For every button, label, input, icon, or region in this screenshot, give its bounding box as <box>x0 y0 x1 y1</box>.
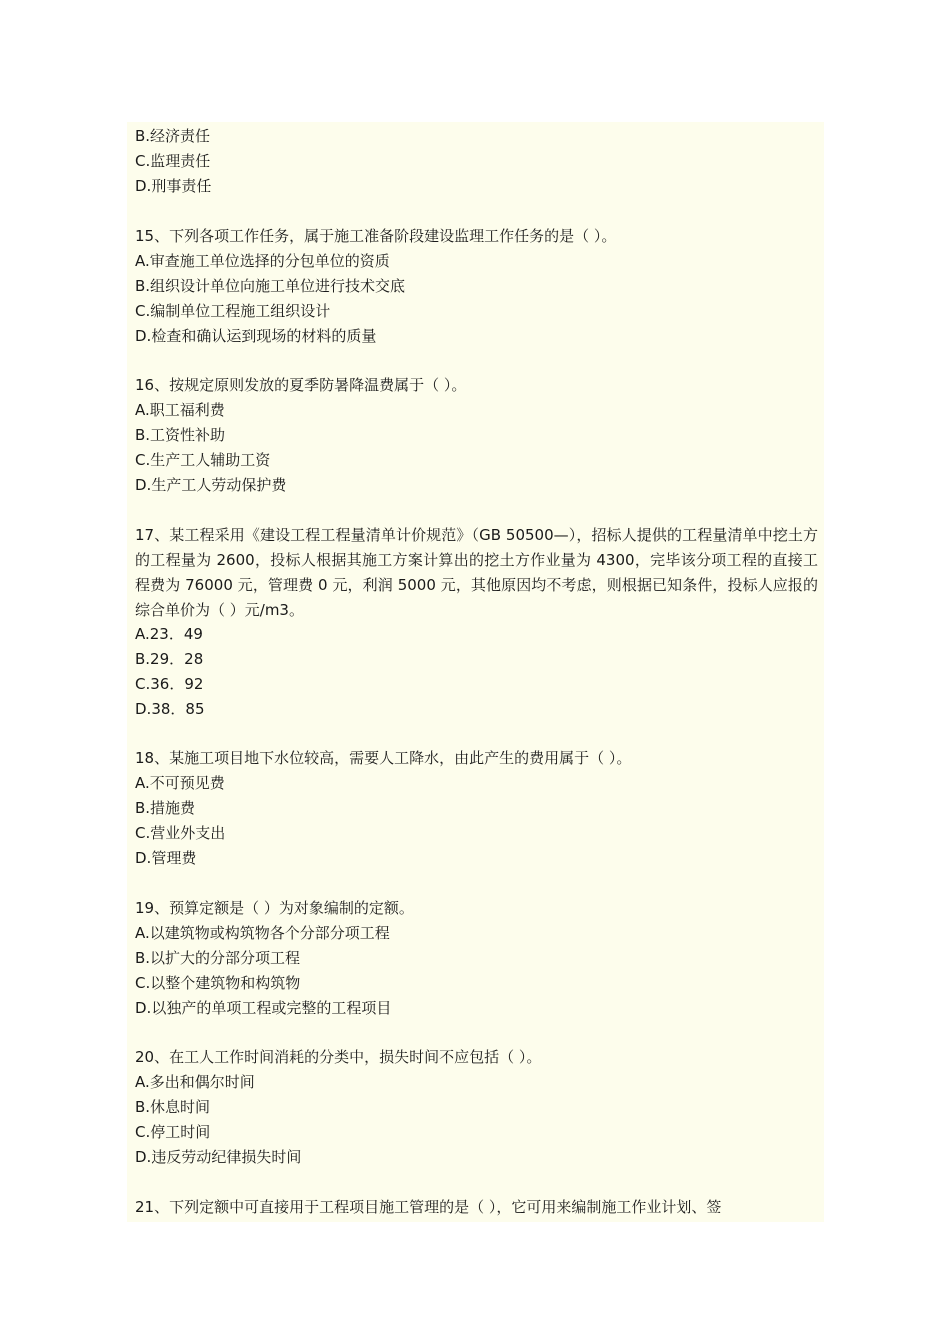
q14-option-d: D.刑事责任 <box>135 177 212 195</box>
q16-stem: 16、按规定原则发放的夏季防暑降温费属于（ ）。 <box>135 376 467 394</box>
document-page <box>127 122 824 1222</box>
q19-option-b: B.以扩大的分部分项工程 <box>135 949 301 967</box>
q14-option-c: C.监理责任 <box>135 152 211 170</box>
q17-option-b: B.29．28 <box>135 650 204 668</box>
q15-option-b: B.组织设计单位向施工单位进行技术交底 <box>135 277 406 295</box>
q17-option-c: C.36．92 <box>135 675 204 693</box>
q14-option-b: B.经济责任 <box>135 127 211 145</box>
q18-option-a: A.不可预见费 <box>135 774 225 792</box>
q17-stem: 17、某工程采用《建设工程工程量清单计价规范》（GB 50500—），招标人提供的工程量清单中挖土方的工程量为 2600，投标人根据其施工方案计算出的挖土方作业量为 4300，完毕该分项工程的直接工程费为 76000 元，管理费 0 元，利润 5000 元，其他原因均不考虑，则根据已知条件，投标人应报的综合单价为（ ）元/m3。 <box>135 526 818 619</box>
q15-option-d: D.检查和确认运到现场的材料的质量 <box>135 327 377 345</box>
q16-option-c: C.生产工人辅助工资 <box>135 451 271 469</box>
q19-option-a: A.以建筑物或构筑物各个分部分项工程 <box>135 924 390 942</box>
q15-option-c: C.编制单位工程施工组织设计 <box>135 302 331 320</box>
q15-stem: 15、下列各项工作任务，属于施工准备阶段建设监理工作任务的是（ ）。 <box>135 227 617 245</box>
q18-stem: 18、某施工项目地下水位较高，需要人工降水，由此产生的费用属于（ ）。 <box>135 749 632 767</box>
q15-option-a: A.审查施工单位选择的分包单位的资质 <box>135 252 390 270</box>
q17-option-a: A.23．49 <box>135 625 203 643</box>
q19-option-c: C.以整个建筑物和构筑物 <box>135 974 301 992</box>
q17-option-d: D.38．85 <box>135 700 205 718</box>
q18-option-d: D.管理费 <box>135 849 197 867</box>
q16-option-a: A.职工福利费 <box>135 401 225 419</box>
q19-stem: 19、预算定额是（ ）为对象编制的定额。 <box>135 899 414 917</box>
q16-option-b: B.工资性补助 <box>135 426 226 444</box>
q20-option-b: B.休息时间 <box>135 1098 211 1116</box>
q20-option-a: A.多出和偶尔时间 <box>135 1073 255 1091</box>
q20-stem: 20、在工人工作时间消耗的分类中，损失时间不应包括（ ）。 <box>135 1048 542 1066</box>
q16-option-d: D.生产工人劳动保护费 <box>135 476 287 494</box>
q19-option-d: D.以独产的单项工程或完整的工程项目 <box>135 999 392 1017</box>
q20-option-c: C.停工时间 <box>135 1123 211 1141</box>
q18-option-c: C.营业外支出 <box>135 824 226 842</box>
q21-stem: 21、下列定额中可直接用于工程项目施工管理的是（ ），它可用来编制施工作业计划、签 <box>135 1198 722 1216</box>
q20-option-d: D.违反劳动纪律损失时间 <box>135 1148 302 1166</box>
q18-option-b: B.措施费 <box>135 799 196 817</box>
